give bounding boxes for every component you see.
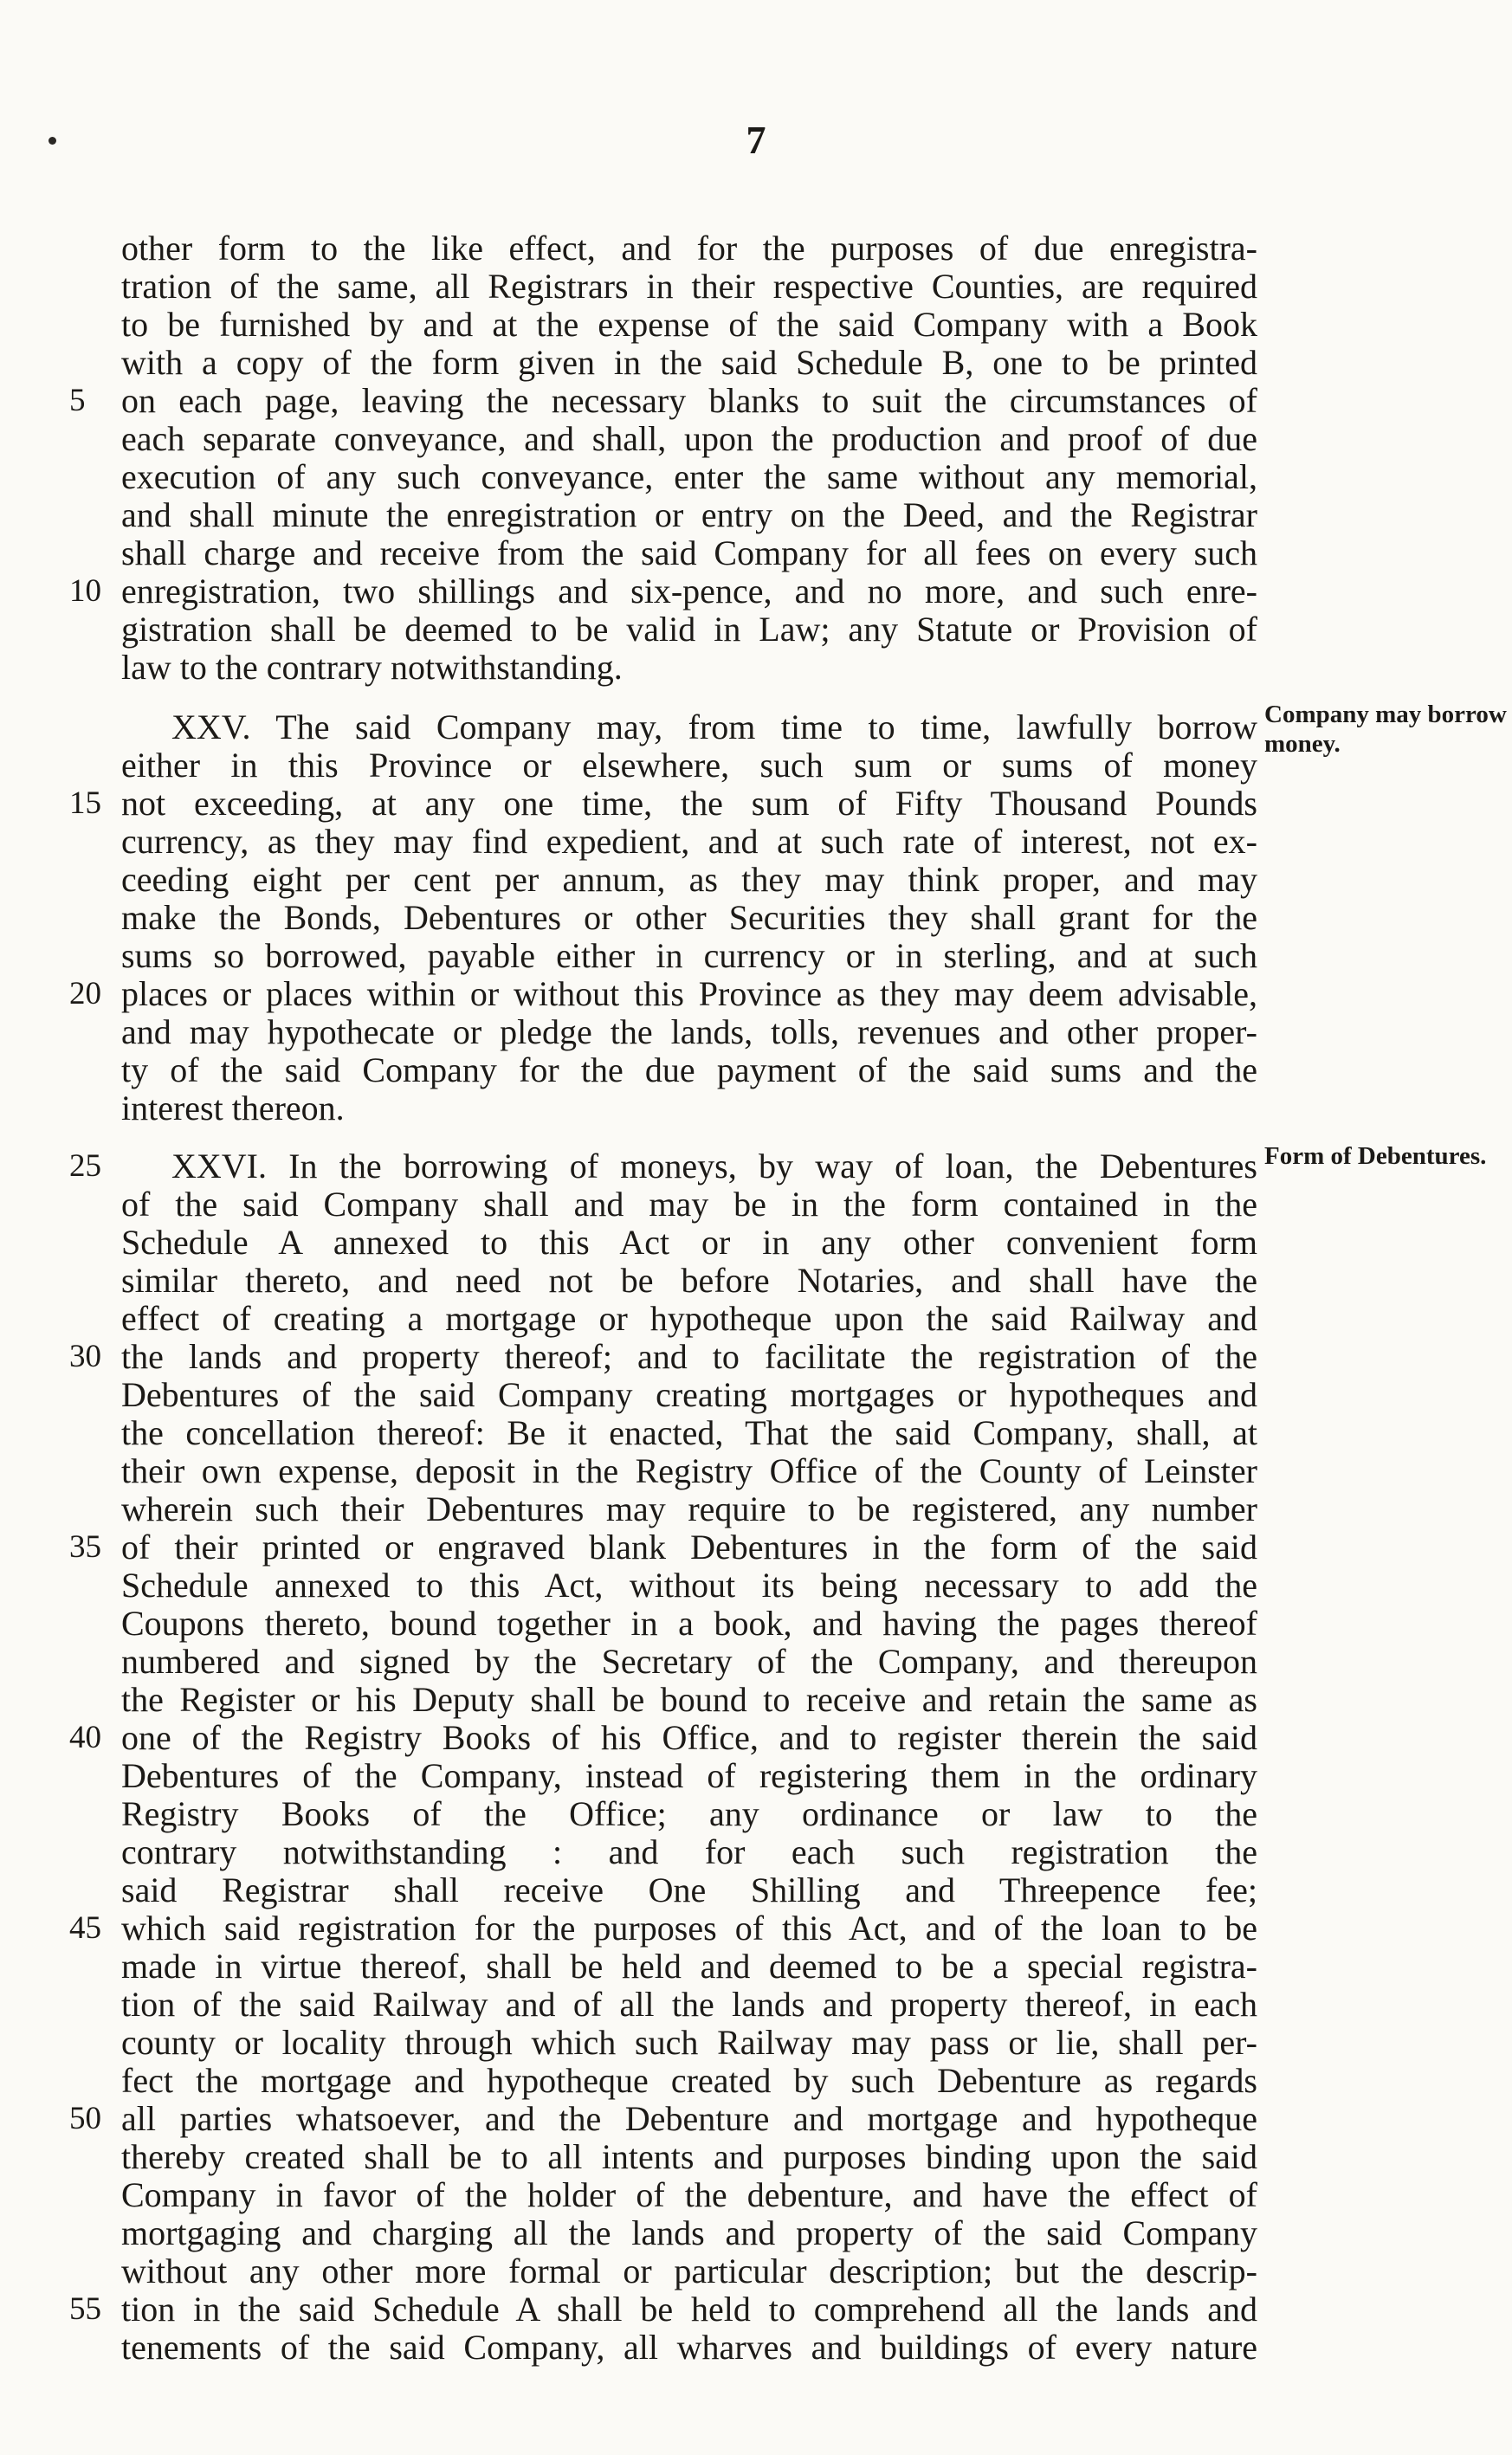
text-line: which said registration for the purposes of this Act, and of the loan to be [121,1909,1257,1948]
text-line: ceeding eight per cent per annum, as they may think proper, and may [121,861,1257,899]
line-number: 35 [69,1529,101,1565]
text-line: either in this Province or elsewhere, such sum or sums of money [121,746,1257,785]
line-number: 25 [69,1148,101,1184]
text-line: to be furnished by and at the expense of the said Company with a Book [121,306,1257,344]
text-line: of the said Company shall and may be in the form contained in the [121,1186,1257,1224]
line-number: 20 [69,976,101,1011]
text-line: Debentures of the Company, instead of registering them in the ordinary [121,1757,1257,1795]
text-line: fect the mortgage and hypotheque created by such Debenture as regards [121,2062,1257,2100]
text-line: said Registrar shall receive One Shilling and Threepence fee; [121,1871,1257,1909]
text-line: the lands and property thereof; and to facilitate the registration of the [121,1338,1257,1376]
text-line: Company in favor of the holder of the debenture, and have the effect of [121,2176,1257,2214]
text-line: tion of the said Railway and of all the lands and property thereof, in each [121,1986,1257,2024]
line-number: 50 [69,2101,101,2136]
text-line: wherein such their Debentures may require to be registered, any number [121,1490,1257,1528]
text-line: effect of creating a mortgage or hypotheque upon the said Railway and [121,1300,1257,1338]
text-line: currency, as they may find expedient, and at such rate of interest, not ex- [121,823,1257,861]
side-note-debentures: Form of Debentures. [1264,1142,1487,1170]
text-line: Debentures of the said Company creating mortgages or hypotheques and [121,1376,1257,1414]
text-line: other form to the like effect, and for the purposes of due enregistra- [121,229,1257,268]
text-line: Coupons thereto, bound together in a book, and having the pages thereof [121,1605,1257,1643]
text-line: interest thereon. [121,1089,345,1127]
line-number: 45 [69,1910,101,1946]
text-line: made in virtue thereof, shall be held and deemed to be a special registra- [121,1948,1257,1986]
line-number: 5 [69,383,86,418]
text-line: thereby created shall be to all intents and purposes binding upon the said [121,2138,1257,2176]
text-line: not exceeding, at any one time, the sum of Fifty Thousand Pounds [121,785,1257,823]
text-line: ty of the said Company for the due payment of the said sums and the [121,1051,1257,1089]
text-line: tration of the same, all Registrars in their respective Counties, are required [121,268,1257,306]
text-line: gistration shall be deemed to be valid in Law; any Statute or Provision of [121,611,1257,649]
text-line: make the Bonds, Debentures or other Securities they shall grant for the [121,899,1257,937]
text-line: the Register or his Deputy shall be bound to receive and retain the same as [121,1681,1257,1719]
line-number: 55 [69,2291,101,2327]
text-line: on each page, leaving the necessary blanks to suit the circumstances of [121,382,1257,420]
line-number: 40 [69,1720,101,1755]
text-line: Schedule annexed to this Act, without its being necessary to add the [121,1567,1257,1605]
side-note-borrow: Company may borrow money. [1264,701,1507,758]
text-line: without any other more formal or particular description; but the descrip- [121,2252,1257,2290]
text-line: places or places within or without this Province as they may deem advisable, [121,975,1257,1013]
text-line: with a copy of the form given in the said Schedule B, one to be printed [121,344,1257,382]
text-line: tion in the said Schedule A shall be held to comprehend all the lands and [121,2290,1257,2329]
line-number: 10 [69,573,101,609]
text-line: similar thereto, and need not be before Notaries, and shall have the [121,1262,1257,1300]
text-line: shall charge and receive from the said Company for all fees on every such [121,534,1257,572]
text-line: mortgaging and charging all the lands and property of the said Company [121,2214,1257,2252]
text-line: and may hypothecate or pledge the lands, tolls, revenues and other proper- [121,1013,1257,1051]
line-number: 15 [69,785,101,821]
text-line: XXV. The said Company may, from time to time, lawfully borrow [171,708,1257,746]
text-line: their own expense, deposit in the Registry Office of the County of Leinster [121,1452,1257,1490]
text-line: contrary notwithstanding : and for each such registration the [121,1833,1257,1871]
text-line: Schedule A annexed to this Act or in any other convenient form [121,1224,1257,1262]
line-number: 30 [69,1339,101,1374]
page-number: 7 [746,118,766,162]
text-line: enregistration, two shillings and six-pence, and no more, and such enre- [121,572,1257,611]
text-line: of their printed or engraved blank Debentures in the form of the said [121,1528,1257,1567]
text-line: tenements of the said Company, all wharves and buildings of every nature [121,2329,1257,2367]
text-line: execution of any such conveyance, enter the same without any memorial, [121,458,1257,496]
text-line: county or locality through which such Railway may pass or lie, shall per- [121,2024,1257,2062]
text-line: one of the Registry Books of his Office, and to register therein the said [121,1719,1257,1757]
text-line: law to the contrary notwithstanding. [121,649,623,687]
text-line: and shall minute the enregistration or entry on the Deed, and the Registrar [121,496,1257,534]
text-line: the concellation thereof: Be it enacted, That the said Company, shall, at [121,1414,1257,1452]
text-line: all parties whatsoever, and the Debenture and mortgage and hypotheque [121,2100,1257,2138]
text-line: each separate conveyance, and shall, upon the production and proof of due [121,420,1257,458]
text-line: XXVI. In the borrowing of moneys, by way of loan, the Debentures [171,1147,1257,1186]
text-line: numbered and signed by the Secretary of the Company, and thereupon [121,1643,1257,1681]
text-line: sums so borrowed, payable either in currency or in sterling, and at such [121,937,1257,975]
text-line: Registry Books of the Office; any ordinance or law to the [121,1795,1257,1833]
